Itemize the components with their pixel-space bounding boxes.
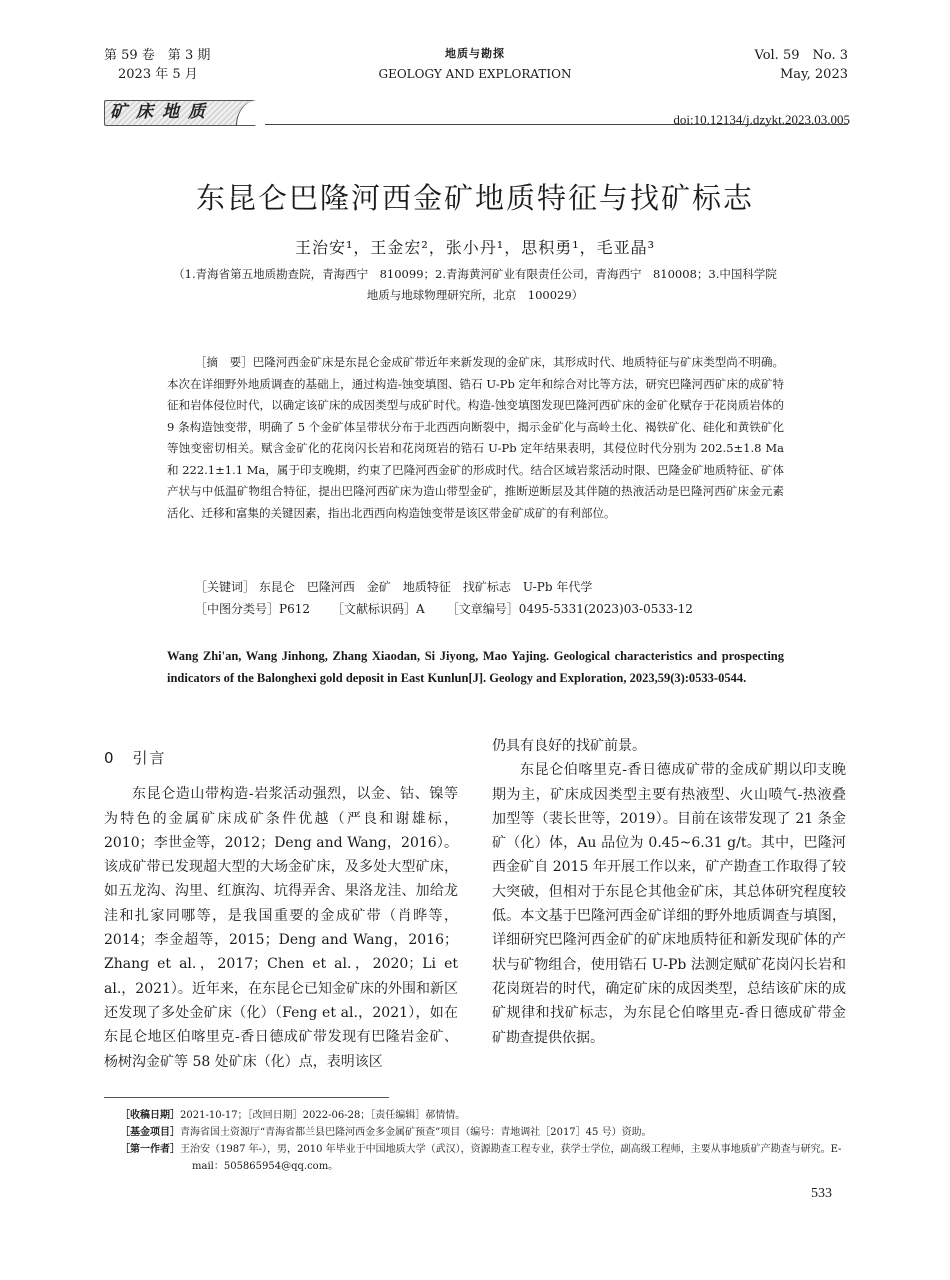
footnote-text: 青海省国土资源厅“青海省都兰县巴隆河西金多金属矿预查”项目（编号：青地调社［2017］45 号）资助。 [180,1127,652,1138]
body-right-column [492,734,846,1050]
clc-value: P612 [279,602,310,616]
header-date-en: May, 2023 [779,67,848,82]
footnote-received [120,1107,850,1124]
footnotes [120,1107,850,1175]
journal-name-en: GEOLOGY AND EXPLORATION [378,67,572,81]
article-number-label: ［文章编号］ [446,602,519,616]
clc-label: ［中图分类号］ [195,602,280,616]
affiliations [120,264,830,306]
body-paragraph: 东昆仑伯喀里克-香日德成矿带的金成矿期以印支晚期为主，矿床成因类型主要有热液型、火山喷气-热液叠加型等（裴长世等，2019）。目前在该带发现了 21 条金矿（化）体，Au 品位为 0.45~6.31 g/t。其中，巴隆河西金矿自 2015 年开展工作以来，矿产勘查工作取得了较大突破，但相对于东昆仑其他金矿床，其总体研究程度较低。本文基于巴隆河西金矿详细的野外地质调查与填图，详细研究巴隆河西金矿的矿床地质特征和新发现矿体的产状与矿物组合，使用锆石 U-Pb 法测定赋矿花岗闪长岩和花岗斑岩的时代，确定矿床的成因类型，总结该矿床的成矿规律和找矿标志，为东昆仑伯喀里克-香日德成矿带金矿勘查提供依据。 [492,762,846,1046]
citation: Wang Zhi'an, Wang Jinhong, Zhang Xiaodan, Si Jiyong, Mao Yajing. Geological characteristics and prospecting indicators of the Balonghexi gold deposit in East Kunlun[J]. Geology and Exploration, 2023,59(3):0533-0544. [167,649,784,685]
doc-code-label: ［文献标识码］ [332,602,417,616]
body-left-column [104,746,458,1074]
footnote-text: 王治安（1987 年-），男，2010 年毕业于中国地质大学（武汉），资源勘查工程专业，获学士学位，副高级工程师，主要从事地质矿产勘查与研究。E-mail：505865954@qq.com。 [180,1144,842,1172]
footnote-label: ［收稿日期］ [120,1110,180,1121]
header-volume-en [755,46,849,84]
footnote-author [120,1141,850,1175]
keywords-text: 东昆仑 巴隆河西 金矿 地质特征 找矿标志 U-Pb 年代学 [258,580,593,594]
doi-link[interactable]: doi:10.12134/j.dzykt.2023.03.005 [673,112,850,127]
footnote-text: 2021-10-17；［改回日期］2022-06-28；［责任编辑］郝情情。 [180,1110,466,1121]
keywords-label: ［关键词］ [195,580,256,594]
footnote-label: ［第一作者］ [120,1144,180,1155]
header-vol-no: Vol. 59 No. 3 [754,48,848,63]
affiliation-line: 地质与地球物理研究所，北京 100029） [366,288,584,302]
abstract-text: 巴隆河西金矿床是东昆仑金成矿带近年来新发现的金矿床，其形成时代、地质特征与矿床类型尚不明确。本次在详细野外地质调查的基础上，通过构造-蚀变填图、锆石 U-Pb 定年和综合对比等方法，研究巴隆河西矿床的成矿特征和岩体侵位时代，以确定该矿床的成因类型与成矿时代。构造-蚀变填图发现巴隆河西矿床的金矿化赋存于花岗质岩体的 9 条构造蚀变带，明确了 5 个金矿体呈带状分布于北西西向断裂中，揭示金矿化与高岭土化、褐铁矿化、硅化和黄铁矿化等蚀变密切相关。赋含金矿化的花岗闪长岩和花岗斑岩的锆石 U-Pb 定年结果表明，其侵位时代分别为 202.5±1.8 Ma 和 222.1±1.1 Ma，属于印支晚期，约束了巴隆河西金矿的形成时代。结合区域岩浆活动时限、巴隆金矿地质特征、矿体产状与中低温矿物组合特征，提出巴隆河西矿床为造山带型金矿，推断逆断层及其伴随的热液活动是巴隆河西矿床金元素活化、迁移和富集的关键因素，指出北西西向构造蚀变带是该区带金矿成矿的有利部位。 [167,355,784,520]
header-volume: 第 59 卷 第 3 期 [104,48,211,63]
author-list: 王治安¹，王金宏²，张小丹¹，思积勇¹，毛亚晶³ [294,238,656,257]
page-number: 533 [811,1186,832,1201]
footnote-funding [120,1124,850,1141]
header-volume-issue [104,46,210,84]
header-date-cn: 2023 年 5 月 [118,67,198,82]
footnote-label: ［基金项目］ [120,1127,180,1138]
affiliation-line: （1.青海省第五地质勘查院，青海西宁 810099；2.青海黄河矿业有限责任公司，青海西宁 810008；3.中国科学院 [173,267,777,281]
abstract-label: ［摘 要］ [195,355,253,369]
journal-name-cn: 地质与勘探 [445,47,505,60]
section-heading: 0 引言 [104,749,167,767]
journal-name [340,44,610,84]
abstract [167,352,784,524]
body-paragraph: 东昆仑造山带构造-岩浆活动强烈，以金、钴、镍等为特色的金属矿床成矿条件优越（严良和谢雄标，2010；李世金等，2012；Deng and Wang，2016）。该成矿带已发现超大型的大场金矿床，及多处大型矿床，如五龙沟、沟里、红旗沟、坑得弄舍、果洛龙洼、加给龙洼和扎家同哪等，是我国重要的金成矿带（肖晔等，2014；李金超等，2015；Deng and Wang，2016；Zhang et al.，2017；Chen et al.，2020；Li et al.，2021）。近年来，在东昆仑已知金矿床的外围和新区还发现了多处金矿床（化）（Feng et al.，2021），如在东昆仑地区伯喀里克-香日德成矿带发现有巴隆岩金矿、杨树沟金矿等 58 处矿床（化）点，表明该区 [104,786,458,1070]
footnote-rule [104,1097,389,1098]
section-tag: 矿床地质 [110,102,214,122]
classification-line [195,598,795,620]
article-number-value: 0495-5331(2023)03-0533-12 [518,602,693,616]
body-paragraph: 仍具有良好的找矿前景。 [492,738,646,754]
keywords [195,576,795,598]
article-title: 东昆仑巴隆河西金矿地质特征与找矿标志 [195,181,754,215]
doc-code-value: A [416,602,425,616]
